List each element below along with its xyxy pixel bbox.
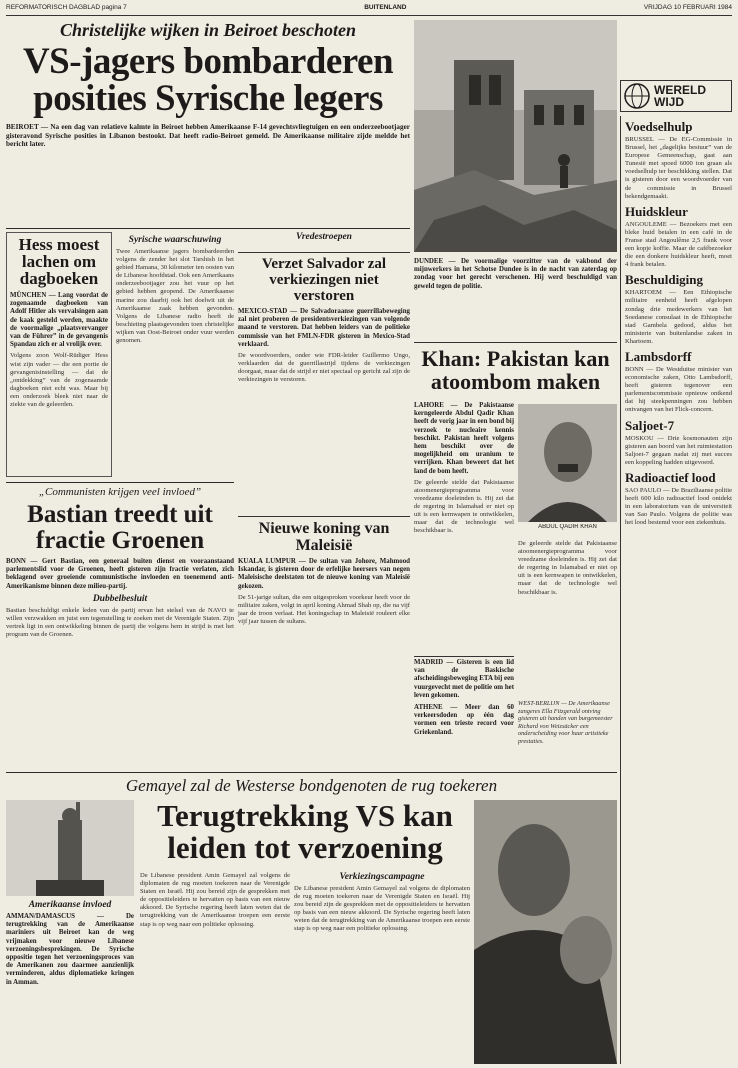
khan-headline: Khan: Pakistan kan atoombom maken [421, 346, 610, 394]
salvador-article [238, 252, 410, 512]
top-story-lead: BEIROET — Na een dag van relatieve kalmte in Beiroet hebben Amerikaanse F-14 gevechtsvliegtuigen en een onderzeebootjager gisteravond Syrische posities in Libanon bestookt. Dat heeft radio-Beiroet gemeld. De Amerikaanse militaire zijde meldde het bericht later. [6, 123, 410, 149]
badge-line-1: WERELD [654, 83, 706, 97]
wereld-wijd-badge [620, 80, 732, 112]
bastian-headline: Bastian treedt uit fractie Groenen [27, 501, 213, 554]
top-story-body: Twee Amerikaanse jagers bombardeerden volgens de zender het slot Tarshish in het gebied Hamana, 30 kilometer ten oosten van de Libanese hoofdstad. Ook een Amerikaans onderzeebootjager zou het vuur op het gebied hebben geopend. De Amerikaanse marine zou daarbij ook het doelwit uit de Amerikaanse zaak hebben gevonden. Volgens de Libanese radio heeft de beschieting plaatsgevonden toen christelijke wijken van Oost-Beiroet onder vuur werden genomen. [116, 248, 234, 345]
newspaper-name: REFORMATORISCH DAGBLAD pagina 7 [6, 4, 127, 11]
sidebar-head-1: Voedselhulp [625, 119, 693, 134]
salvador-lead: MEXICO-STAD — De Salvadoraanse guerrillabeweging zal niet proberen de presidentsverkiezingen van volgende maand te verstoren. Dat hebben leiders van de politieke commissie van het FMLN-FDR gisteren in Mexico-Stad verklaard. [238, 308, 410, 348]
badge-line-2: WIJD [654, 95, 684, 109]
top-story-col-3 [238, 232, 410, 252]
gemayel-col-3 [294, 872, 470, 1064]
gemayel-body-continued: De Libanese president Amin Gemayel zal volgens de diplomaten de rug moeten toekeren naar de Verenigde Staten en Israël. Hij zou bereid zijn de gesprekken met de oppositieleiders te hervatten op basis van een nieuw akkoord. De Syrische regering heeft laten weten dat de terugtrekking van de Amerikaanse troepen een eerste stap is op weg naar een politieke oplossing. [294, 885, 470, 933]
khan-body: De geleerde stelde dat Pakistaanse atoomenergieprogramma voor vreedzame doeleinden is. Hij zei dat de regering in Islamabad er niet op uit is een kernwapen te ontwikkelen, maar dat de technologie wel beschikbaar is. [414, 478, 514, 535]
maleisie-lead: KUALA LUMPUR — De sultan van Johore, Mahmood Iskandar, is gisteren door de erfelijke heersers van negen Maleisische deelstaten tot de nieuwe koning van Maleisië gekozen. [238, 558, 410, 590]
khan-header [414, 342, 617, 402]
gemayel-headline-2: leiden tot verzoening [167, 830, 443, 865]
gemayel-kicker: Gemayel zal de Westerse bondgenoten de rug toekeren [125, 776, 498, 795]
maleisie-article [238, 516, 410, 768]
sidebar-text-1: BRUSSEL — De EG-Commissie in Brussel, het „dagelijks bestuur” van de Europese Gemeenschap, gaat aan Tunesië met spoed 6000 ton graan als voedselhulp ter beschikking stellen. Dat is gisteren door een woordvoerder van de commissie in Brussel bekendgemaakt. [625, 136, 732, 200]
sidebar-head-3: Beschuldiging [625, 272, 704, 288]
khan-caption: ABDUL QADIR KHAN [538, 524, 597, 530]
salvador-headline: Verzet Salvador zal verkiezingen niet verstoren [261, 256, 387, 304]
dundee-brief [414, 258, 617, 336]
salvador-body: De woordvoerders, onder wie FDR-leider Guillermo Ungo, verklaarden dat de guerrillastrijd tijdens de verkiezingen doorgaat, maar dat de strijd er niet speciaal op gericht zal zijn de verkiezingen te verstoren. [238, 352, 410, 384]
khan-lead: LAHORE — De Pakistaanse kerngeleerde Abdul Qadir Khan heeft de vorig jaar in een bond bij verzoek te nucleaire kennis beschikt. Pakistan heeft volgens hem beschikt over de mogelijkheid om uranium te verrijken. Khan beweert dat het land de bom heeft. [414, 402, 514, 475]
hess-article [6, 232, 112, 477]
sidebar-text-3: KHARTOEM — Een Ethiopische militaire eenheid heeft afgelopen zondag drie medewerkers van het Soedanese consulaat in de Ethiopische stad Gambela gedood, aldus het ministerie van buitenlandse zaken in Khartoem. [625, 289, 732, 345]
globe-icon [624, 83, 650, 109]
gemayel-lead: AMMAN/DAMASCUS — De terugtrekking van de Amerikaanse mariniers uit Beiroet kan de weg vrijmaken voor nieuwe Libanese verzoeningsbesprekingen. De Syrische oppositie tegen het verzoeningsproces van de Amerikanen zou daarmee aanzienlijk verminderen, aldus diplomatieke kringen in Amman. [6, 913, 134, 986]
top-story-col-2 [116, 232, 234, 477]
madrid-text: MADRID — Gisteren is een lid van de Baskische afscheidingsbeweging ETA bij een vuurgevecht met de politie om het leven gekomen. [414, 659, 514, 699]
sidebar-head-2: Huidskleur [625, 203, 688, 219]
athene-text: ATHENE — Meer dan 60 verkeersdoden op één dag vormen een trieste record voor Griekenland. [414, 704, 514, 736]
bastian-kicker: „Communisten krijgen veel invloed” [38, 486, 202, 498]
sidebar-head-4: Lambsdorff [625, 348, 692, 364]
top-story-sub-2: Vredestroepen [296, 232, 352, 242]
hess-body: Volgens zoon Wolf-Rüdiger Hess wist zijn vader — die een portie de gevangenisinstelling — dat de „ontdekking” van de zogenaamde dagboeken niet echt was. Maar bij een onderzoek bleek niet naar de ziekte van de geleerden. [10, 352, 108, 408]
statue-image [6, 800, 134, 896]
khan-col-1 [414, 402, 514, 652]
sidebar-head-6: Radioactief lood [625, 469, 716, 485]
maleisie-headline: Nieuwe koning van Maleisië [258, 520, 390, 554]
gemayel-kicker-box [6, 776, 617, 798]
khan-portrait [518, 404, 617, 522]
gemayel-body: De Libanese president Amin Gemayel zal volgens de diplomaten de rug moeten toekeren naar de Verenigde Staten en Israël. Hij zou bereid zijn de gesprekken met de oppositieleiders te hervatten op basis van een nieuw akkoord. De Syrische regering heeft laten weten dat de terugtrekking van de Amerikaanse troepen een eerste stap is op weg naar een politieke oplossing. [140, 872, 290, 928]
beiroet-photo [414, 20, 617, 252]
top-story-headline-2: posities Syrische legers [33, 78, 383, 119]
top-story-headline-1: VS-jagers bombarderen [22, 41, 394, 82]
issue-date: VRIJDAG 10 FEBRUARI 1984 [643, 4, 732, 11]
khan-portrait-image [518, 404, 617, 522]
gemayel-image [474, 800, 617, 1064]
sidebar-text-2: ANGOULEME — Bezoekers met een bleke huid betalen in een café in de Franse stad Angoulême 2,5 frank voor een kopje koffie. Maar de cafébezoeker die een donkere huidskleur heeft, moet 4 frank betalen. [625, 220, 732, 269]
gemayel-col-1 [6, 900, 134, 1064]
khan-body-continued: De geleerde stelde dat Pakistaanse atoomenergieprogramma voor vreedzame doeleinden is. Hij zei dat de regering in Islamabad er niet op uit is een kernwapen te ontwikkelen, maar dat de technologie wel beschikbaar is. [518, 540, 617, 596]
sidebar-head-5: Saljoet-7 [625, 417, 675, 433]
westberlin-brief [518, 700, 617, 766]
sidebar-text-5: MOSKOU — Drie kosmonauten zijn gisteren aan boord van het ruimtestation Saljoet-7 gegaan nadat zij met succes een koppeling hadden uitgevoerd. [625, 434, 732, 466]
dundee-text: DUNDEE — De voormalige voorzitter van de vakbond der mijnwerkers in het Schotse Dundee is in de nacht van zaterdag op zondag voor het gerecht verschenen. Hij werd beschuldigd van geweld tegen de politie. [414, 258, 617, 290]
maleisie-body: De 51-jarige sultan, die een uitgesproken voorkeur heeft voor de militaire zaken, volgt in april koning Ahmad Shah op, die na vijf jaar de troon verlaat. Het koningschap in Maleisië rouleert elke vijf jaar tussen de sultans. [238, 593, 410, 626]
bastian-lead: BONN — Gert Bastian, een generaal buiten dienst en vooraanstaand parlementslid voor de Groenen, heeft gisteren zijn fractie verlaten, zich beklagend over groeiende communistische invloeden en toenemend anti-Amerikanisme binnen deze milieu-partij. [6, 558, 234, 590]
sidebar-text-4: BONN — De Westduitse minister van economische zaken, Otto Lambsdorff, heeft gisteren tegenover een parlementscommissie opnieuw ontkend dat hij steekpenningen zou hebben ontvangen van het Flick-concern. [625, 365, 732, 414]
gemayel-headline-box [140, 800, 470, 870]
liberty-photo [6, 800, 134, 896]
bastian-sub: Dubbelbesluit [92, 593, 148, 604]
gemayel-sub-2: Verkiezingscampagne [339, 872, 425, 882]
hess-lead: MÜNCHEN — Lang voordat de zogenaamde dagboeken van Adolf Hitler als vervalsingen aan de kaak gesteld werden, maakte de voormalige „plaatsvervanger van de Führer” in de gevangenis Spandau zich er al vrolijk over. [10, 292, 108, 349]
hess-headline: Hess moest lachen om dagboeken [18, 235, 100, 288]
page-header [6, 4, 732, 16]
top-story-sub-1: Syrische waarschuwing [128, 235, 222, 245]
sidebar-text-6: SAO PAULO — De Braziliaanse politie heeft 600 kilo radioactief lood ontdekt in een laboratorium van de universiteit van Sao Paulo. Volgens de politie was het lood bestemd voor een ziekenhuis. [625, 486, 732, 527]
gemayel-photo [474, 800, 617, 1064]
bastian-article [6, 486, 234, 766]
gemayel-sub-1: Amerikaanse invloed [28, 900, 112, 910]
bastian-body: Bastian beschuldigt enkele leden van de partij ervan het stelsel van de NAVO te willen verzwakken en juist een tegenstelling te zoeken met de Verenigde Staten. Zijn vertrek ligt in een ontwikkeling binnen de partij die volgens hem in strijd is met het program van de Groenen. [6, 606, 234, 639]
gemayel-headline-1: Terugtrekking VS kan [157, 800, 453, 833]
madrid-brief [414, 656, 514, 766]
gemayel-col-2 [140, 872, 290, 1064]
beiroet-ruins-image [414, 20, 617, 252]
top-story-kicker: Christelijke wijken in Beiroet beschoten [59, 20, 356, 40]
top-story [6, 20, 410, 225]
westberlin-caption: WEST-BERLIJN — De Amerikaanse zangeres Ella Fitzgerald ontving gisteren uit handen van burgemeester Richard von Weizsäcker een onderscheiding voor haar artistieke prestaties. [518, 700, 613, 745]
section-name: BUITENLAND [364, 4, 407, 11]
sidebar [620, 116, 732, 1064]
